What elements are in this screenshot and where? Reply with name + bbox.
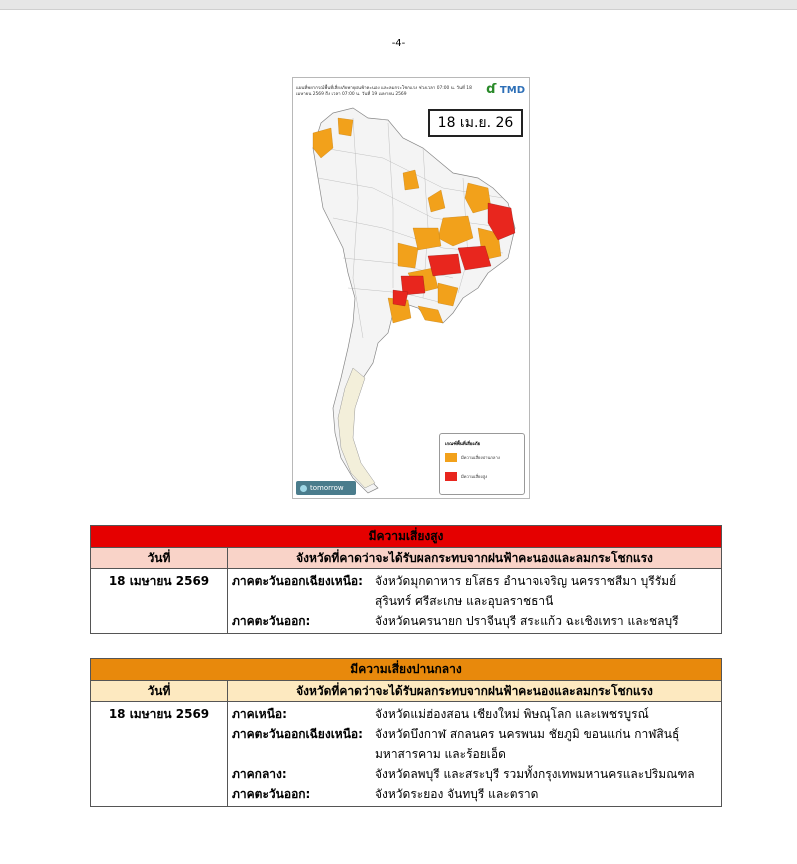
medium-risk-line: มหาสารคาม และร้อยเอ็ด	[375, 747, 506, 761]
medium-risk-line: ภาคกลาง: จังหวัดลพบุรี และสระบุรี รวมทั้งกรุงเทพมหานครและปริมณฑล	[232, 767, 695, 781]
medium-risk-table	[90, 658, 722, 807]
tomorrow-icon	[300, 485, 307, 492]
medium-risk-date: 18 เมษายน 2569	[91, 702, 228, 807]
page-number: -4-	[391, 38, 406, 49]
map-date-label: 18 เม.ย. 26	[428, 109, 523, 137]
high-risk-line: ภาคตะวันออก: จังหวัดนครนายก ปราจีนบุรี สระแก้ว ฉะเชิงเทรา และชลบุรี	[232, 614, 679, 628]
tmd-logo-icon: ɗ	[486, 82, 497, 97]
map-caption: แผนที่พยากรณ์พื้นที่เสี่ยงภัยพายุฝนฟ้าคะนอง และลมกระโชกแรง ช่วงเวลา 07:00 น. วันที่ 18 เมษายน 2569 ถึง เวลา 07:00 น. วันที่ 19 เมษายน 2569	[296, 86, 472, 97]
medium-risk-line: ภาคตะวันออกเฉียงเหนือ: จังหวัดบึงกาฬ สกลนคร นครพนม ชัยภูมิ ขอนแก่น กาฬสินธุ์	[232, 727, 680, 741]
tomorrow-logo: tomorrow	[296, 481, 356, 495]
legend-swatch-medium	[445, 453, 457, 462]
high-risk-line: สุรินทร์ ศรีสะเกษ และอุบลราชธานี	[375, 594, 554, 608]
legend-swatch-high	[445, 472, 457, 481]
medium-risk-col-date: วันที่	[91, 681, 228, 702]
legend-title: เกณฑ์พื้นที่เสี่ยงภัย	[445, 442, 481, 447]
medium-risk-line: ภาคตะวันออก: จังหวัดระยอง จันทบุรี และตราด	[232, 787, 539, 801]
high-risk-date: 18 เมษายน 2569	[91, 569, 228, 634]
high-risk-details	[228, 569, 722, 634]
high-risk-title: มีความเสี่ยงสูง	[91, 526, 722, 548]
medium-risk-details	[228, 702, 722, 807]
map-legend	[439, 433, 525, 495]
legend-item-medium: มีความเสี่ยงปานกลาง	[445, 453, 500, 462]
legend-item-high: มีความเสี่ยงสูง	[445, 472, 487, 481]
high-risk-col-date: วันที่	[91, 548, 228, 569]
high-risk-table	[90, 525, 722, 634]
medium-risk-col-provinces: จังหวัดที่คาดว่าจะได้รับผลกระทบจากฝนฟ้าคะนองและลมกระโชกแรง	[228, 681, 722, 702]
high-risk-col-provinces: จังหวัดที่คาดว่าจะได้รับผลกระทบจากฝนฟ้าคะนองและลมกระโชกแรง	[228, 548, 722, 569]
tmd-logo: ɗ TMD	[486, 82, 525, 97]
medium-risk-title: มีความเสี่ยงปานกลาง	[91, 659, 722, 681]
medium-risk-line: ภาคเหนือ: จังหวัดแม่ฮ่องสอน เชียงใหม่ พิษณุโลก และเพชรบูรณ์	[232, 707, 649, 721]
high-risk-line: ภาคตะวันออกเฉียงเหนือ: จังหวัดมุกดาหาร ยโสธร อำนาจเจริญ นครราชสีมา บุรีรัมย์	[232, 574, 677, 588]
viewer-toolbar	[0, 0, 797, 10]
risk-map	[292, 77, 530, 499]
